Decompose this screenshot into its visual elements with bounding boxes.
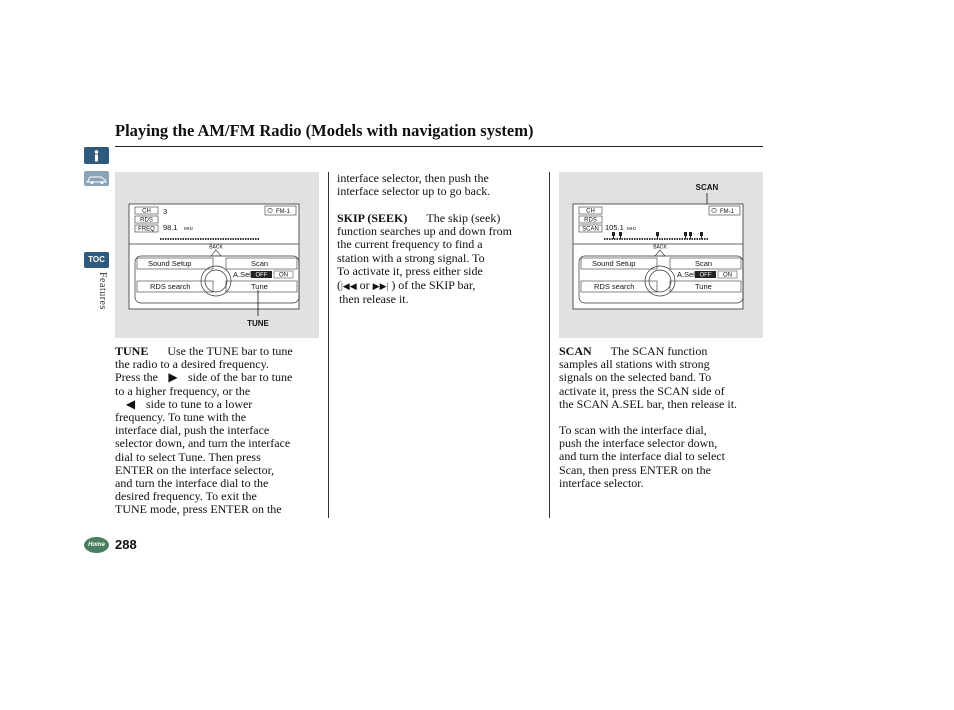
- band-label: FM-1: [276, 209, 290, 215]
- section-label: Features: [97, 272, 108, 310]
- right-arrow-icon: ▶: [168, 370, 178, 385]
- text-line: samples all stations with strong: [559, 357, 710, 372]
- column-divider-1: [328, 172, 329, 518]
- text-line: The SCAN function: [610, 344, 708, 358]
- channel-value: 3: [163, 207, 168, 216]
- info-icon[interactable]: [84, 147, 109, 164]
- text-line: ) of the SKIP bar,: [391, 278, 476, 293]
- tune-paragraph: [115, 345, 325, 517]
- text-line: or: [359, 278, 370, 293]
- text-line: then release it.: [339, 292, 409, 307]
- text-line: ENTER on the interface selector,: [115, 462, 275, 477]
- rds-search-label: RDS search: [150, 282, 191, 291]
- skip-paragraph: [337, 212, 547, 306]
- continued-paragraph: [337, 172, 547, 198]
- skip-heading: SKIP (SEEK): [337, 211, 408, 225]
- text-line: the current frequency to find a: [337, 237, 483, 252]
- text-line: frequency. To tune with the: [115, 410, 247, 425]
- text-line: selector down, and turn the interface: [115, 436, 291, 451]
- left-arrow-icon: ◀: [125, 396, 136, 411]
- unit-label: MHz: [184, 226, 194, 231]
- text-line: and turn the interface dial to select: [559, 449, 725, 464]
- text-line: side of the bar to tune: [188, 370, 293, 385]
- tune-callout: TUNE: [247, 319, 269, 328]
- text-line: the radio to a desired frequency.: [115, 357, 269, 372]
- text-line: dial to select Tune. Then press: [115, 449, 261, 464]
- text-line: side to tune to a lower: [146, 396, 253, 411]
- radio-screen-scan: [559, 172, 763, 338]
- freq-label: FREQ: [138, 226, 155, 233]
- off-label: OFF: [255, 272, 268, 279]
- frequency-value: 98.1: [163, 223, 178, 232]
- on-label: ON: [279, 272, 288, 279]
- band-label: FM-1: [720, 209, 734, 215]
- text-line: signals on the selected band. To: [559, 370, 712, 385]
- text-line: the SCAN A.SEL bar, then release it.: [559, 396, 738, 411]
- text-line: and turn the interface dial to the: [115, 476, 269, 491]
- car-icon[interactable]: [84, 171, 109, 186]
- text-line: station with a strong signal. To: [337, 250, 485, 265]
- tune-label: Tune: [695, 282, 712, 291]
- scan-callout: SCAN: [695, 183, 719, 192]
- text-line: to a higher frequency, or the: [115, 383, 251, 398]
- ch-label: CH: [142, 208, 151, 215]
- text-line: interface selector.: [559, 475, 644, 490]
- text-line: function searches up and down from: [337, 224, 512, 239]
- text-line: Press the: [115, 370, 158, 385]
- scan-label: Scan: [695, 259, 713, 268]
- skip-back-icon: |◀◀: [341, 281, 357, 292]
- text-line: TUNE mode, press ENTER on the: [115, 502, 282, 517]
- sound-setup-label: Sound Setup: [148, 259, 192, 268]
- text-line: (: [337, 278, 341, 293]
- car-outline-icon: [84, 171, 109, 186]
- title-rule: [115, 146, 763, 147]
- sound-setup-label: Sound Setup: [592, 259, 636, 268]
- radio-screen-tune: [115, 172, 319, 338]
- text-line: To scan with the interface dial,: [559, 423, 707, 438]
- column-divider-2: [549, 172, 550, 518]
- ch-label: CH: [586, 208, 595, 215]
- info-glyph-icon: [84, 147, 109, 164]
- text-line: Scan, then press ENTER on the: [559, 462, 711, 477]
- text-line: push the interface selector down,: [559, 436, 718, 451]
- rds-label: RDS: [584, 217, 597, 224]
- skip-forward-icon: ▶▶|: [372, 281, 389, 292]
- off-label: OFF: [699, 272, 712, 279]
- back-label: BACK: [209, 244, 223, 251]
- text-line: interface selector up to go back.: [337, 184, 491, 199]
- tune-label: Tune: [251, 282, 268, 291]
- unit-label: MHz: [627, 226, 637, 231]
- tune-heading: TUNE: [115, 344, 149, 358]
- on-label: ON: [723, 272, 732, 279]
- text-line: Use the TUNE bar to tune: [167, 344, 293, 358]
- text-line: The skip (seek): [426, 211, 501, 225]
- rds-search-label: RDS search: [594, 282, 635, 291]
- tune-figure: [115, 172, 319, 338]
- toc-button[interactable]: TOC: [84, 252, 109, 268]
- text-line: desired frequency. To exit the: [115, 489, 257, 504]
- scan-label: Scan: [251, 259, 269, 268]
- home-button[interactable]: Home: [84, 537, 109, 553]
- text-line: interface dial, push the interface: [115, 423, 270, 438]
- scan-paragraph: [559, 345, 769, 490]
- asel-label: A.Sel: [233, 270, 251, 279]
- text-line: To activate it, press either side: [337, 263, 483, 278]
- scan-figure: [559, 172, 763, 338]
- asel-label: A.Sel: [677, 270, 695, 279]
- scan-heading: SCAN: [559, 344, 592, 358]
- page-title: Playing the AM/FM Radio (Models with navigation system): [115, 121, 534, 140]
- back-label: BACK: [653, 244, 667, 251]
- page-number: 288: [115, 537, 137, 552]
- rds-label: RDS: [140, 217, 153, 224]
- text-line: activate it, press the SCAN side of: [559, 383, 725, 398]
- scan-mode-label: SCAN: [582, 226, 599, 233]
- text-line: interface selector, then push the: [337, 171, 489, 185]
- frequency-value: 105.1: [605, 223, 624, 232]
